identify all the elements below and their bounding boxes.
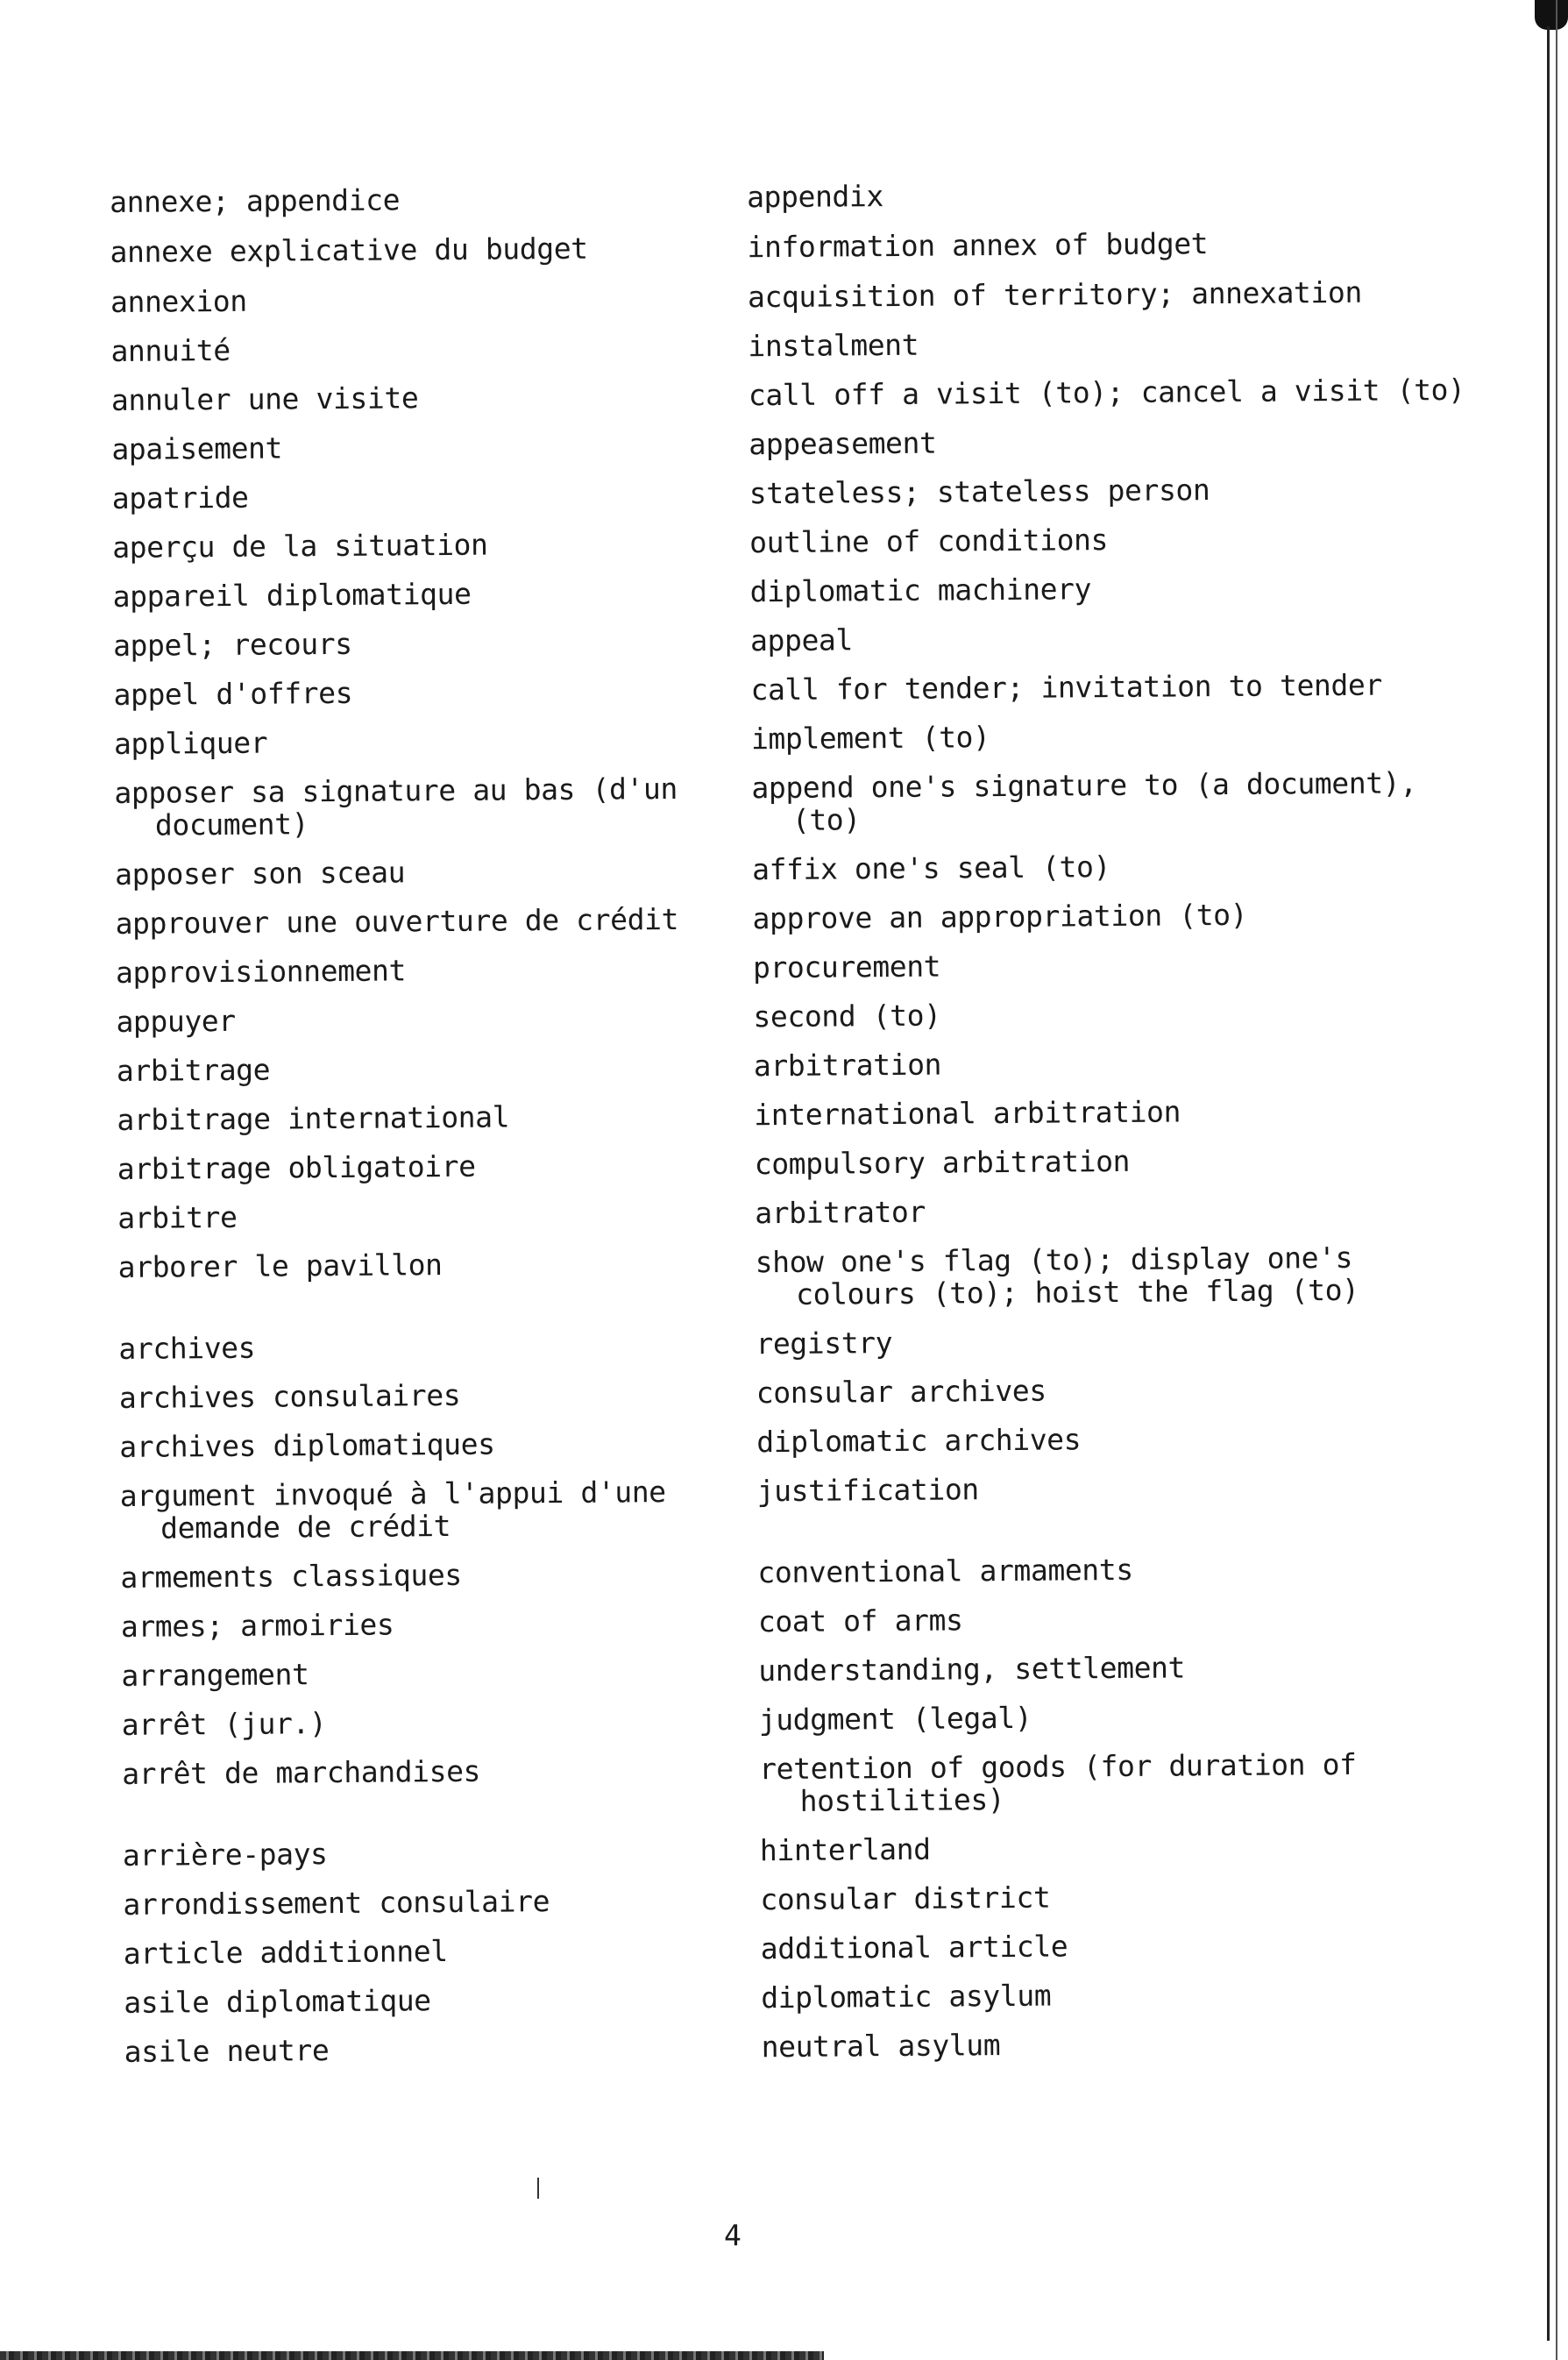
english-term: call for tender; invitation to tender [750,667,1382,707]
english-term: information annex of budget [747,226,1209,265]
english-term: compulsory arbitration [754,1143,1131,1182]
english-term: diplomatic archives [756,1422,1082,1460]
english-term: append one's signature to (a document), (to) [751,765,1417,837]
english-term: appeal [749,622,854,658]
french-term: apposer son sceau [115,855,406,892]
margin-mark [537,2178,539,2199]
english-term: stateless; stateless person [749,473,1210,511]
english-term: registry [756,1326,893,1361]
french-term: annuler une visite [110,380,419,417]
english-term: conventional armaments [757,1552,1133,1590]
english-term: appendix [746,179,884,215]
english-term: show one's flag (to); display one's colours (to); hoist the flag (to) [755,1240,1359,1312]
english-term: affix one's seal (to) [751,849,1111,887]
french-term: argument invoqué à l'appui d'une demande de crédit [119,1475,666,1546]
french-term: appuyer [116,1003,236,1039]
glossary-entry [124,2025,1492,2085]
french-term: asile diplomatique [124,1983,431,2020]
english-term: procurement [752,949,941,985]
french-term: arborer le pavillon [117,1248,443,1284]
english-term: appeasement [749,425,937,462]
french-term: approvisionnement [115,953,407,990]
english-term: implement (to) [750,720,990,757]
french-term: aperçu de la situation [112,527,488,565]
english-term: second (to) [753,998,941,1034]
glossary-entry [122,1747,1490,1839]
french-term: appel; recours [112,626,352,663]
french-term: annuité [110,332,231,368]
french-term: apaisement [111,430,283,466]
french-term: appel d'offres [113,675,353,712]
french-term: arrondissement consulaire [123,1884,550,1922]
english-term: neutral asylum [761,2028,1001,2065]
english-term: retention of goods (for duration of hostilities) [759,1746,1357,1818]
french-term: appareil diplomatique [112,576,472,614]
french-term: annexe explicative du budget [110,231,588,269]
english-term: instalment [748,327,919,364]
french-term: apatride [111,480,249,515]
english-term: justification [756,1472,979,1509]
scan-edge [0,2351,824,2360]
english-term: acquisition of territory; annexation [747,274,1362,315]
english-term: judgment (legal) [758,1700,1032,1738]
glossary-entry [118,1240,1486,1333]
glossary-list [110,175,1492,2085]
french-term: annexion [110,283,247,319]
english-term: additional article [760,1929,1068,1966]
english-term: arbitration [753,1047,942,1084]
french-term: arbitrage obligatoire [117,1148,476,1186]
english-term: arbitrator [755,1194,926,1231]
glossary-entry [114,766,1482,858]
english-term: diplomatic machinery [749,572,1092,609]
page-number: 4 [724,2218,741,2252]
french-term: armes; armoiries [120,1607,394,1644]
french-term: arrêt (jur.) [121,1706,327,1742]
french-term: annexe; appendice [109,182,401,219]
english-term: coat of arms [757,1603,963,1639]
french-term: arbitre [117,1199,238,1235]
english-term: hinterland [759,1831,931,1868]
french-term: armements classiques [120,1557,462,1595]
french-term: approuver une ouverture de crédit [115,901,679,941]
english-term: consular archives [756,1373,1047,1411]
english-term: call off a visit (to); cancel a visit (to) [748,372,1465,413]
english-term: approve an appropriation (to) [752,897,1248,936]
french-term: asile neutre [124,2033,330,2069]
page-edge-binding [1533,0,1568,2360]
binding-clip [1535,0,1568,30]
french-term: arbitrage [116,1052,271,1088]
english-term: consular district [760,1880,1051,1917]
french-term: apposer sa signature au bas (d'un document) [114,771,678,842]
binding-line [1547,26,1550,2341]
french-term: arbitrage international [117,1099,510,1137]
french-term: archives consulaires [118,1377,461,1415]
english-term: diplomatic asylum [761,1978,1052,2015]
french-term: article additionnel [123,1934,448,1971]
french-term: arrêt de marchandises [122,1753,481,1791]
english-term: international arbitration [754,1094,1181,1133]
binding-line [1556,0,1557,2360]
glossary-entry [120,1469,1488,1561]
french-term: appliquer [113,725,268,761]
french-term: arrière-pays [122,1837,328,1873]
french-term: archives [118,1330,256,1366]
english-term: understanding, settlement [758,1650,1186,1688]
english-term: outline of conditions [749,522,1109,560]
french-term: arrangement [121,1657,309,1693]
french-term: archives diplomatiques [119,1426,495,1464]
